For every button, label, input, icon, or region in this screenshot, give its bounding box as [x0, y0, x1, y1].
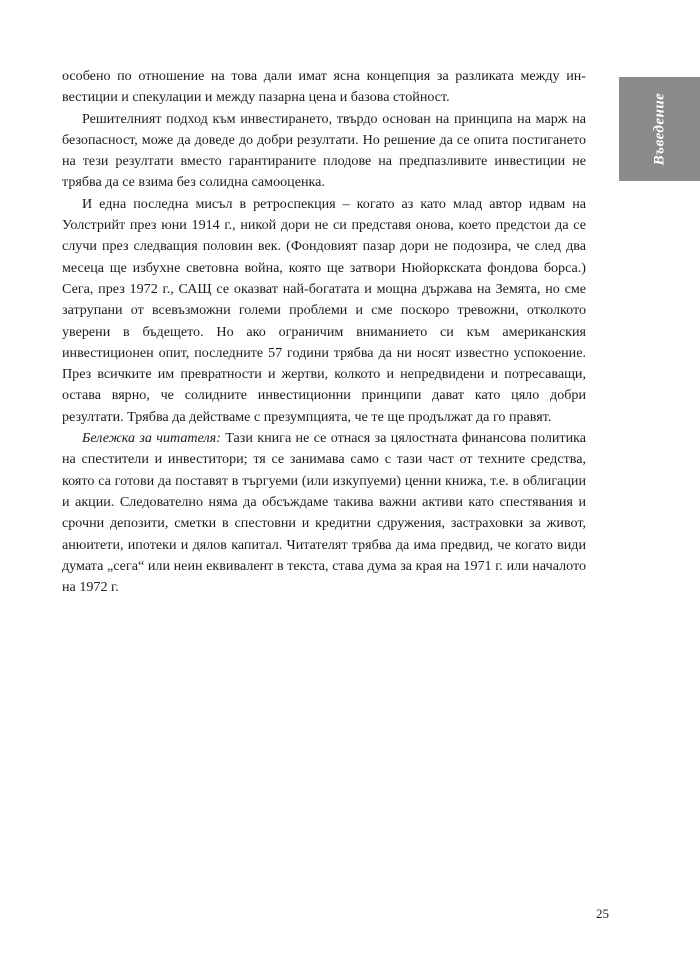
- chapter-side-tab-label: Въведение: [651, 92, 667, 166]
- reader-note-text: Тази книга не се отнася за цялостната финансова политика на спестители и инвеститори; тя се занимава само с тази част от техните средства, която са готови да поставят в търгуеми (или изкупуеми) ценни книжа, т.е. в облигации и акции. Следователно няма да обсъждаме такива важни активи като спестявания и срочни депозити, сметки в спестовни и кредитни сдружения, застраховки за живот, анюитети, ипотеки и дялов капитал. Читателят трябва да има предвид, че когато види думата „сега“ или неин еквивалент в текста, става дума за края на 1971 г. или началото на 1972 г.: [62, 430, 586, 596]
- chapter-side-tab: [619, 77, 700, 181]
- body-text: [62, 66, 586, 598]
- paragraph-1: особено по отношение на това дали имат ясна концепция за разликата между инвестиции и спекулации и между пазарна цена и базова стойност.: [62, 68, 586, 106]
- page-number: 25: [596, 906, 609, 921]
- reader-note: [62, 428, 586, 598]
- reader-note-lead: Бележка за читателя:: [82, 430, 221, 447]
- paragraph-3: И една последна мисъл в ретроспекция – когато аз като млад автор идвам на Уолстрийт през юни 1914 г., никой дори не си представя онова, което предстои да се случи през следващия половин век. (Фондовият пазар дори не подозира, че след два месеца ще избухне световна война, която ще затвори Нюйоркската фондова борса.) Сега, през 1972 г., САЩ се оказват най-богатата и мощна държава на Земята, но сме затрупани от всевъзможни големи проблеми и сме поскоро тревожни, отколкото уверени в бъдещето. Но ако ограничим вниманието си към американския инвестиционен опит, последните 57 години трябва да ни носят известно успокоение. През всичките им превратности и жертви, колкото и непредвидени и потресаващи, остава вярно, че солидните инвестиционни принципи дават като цяло добри резултати. Трябва да действаме с презумпцията, че те ще продължат да го правят.: [62, 195, 586, 425]
- paragraph-2: Решителният подход към инвестирането, твърдо основан на принципа на марж на безопасност, може да доведе до добри резултати. Но решение да се опита постигането на тези резултати вместо гарантираните плодове на предпазливите инвестиции не трябва да се взима без солидна самооценка.: [62, 110, 586, 191]
